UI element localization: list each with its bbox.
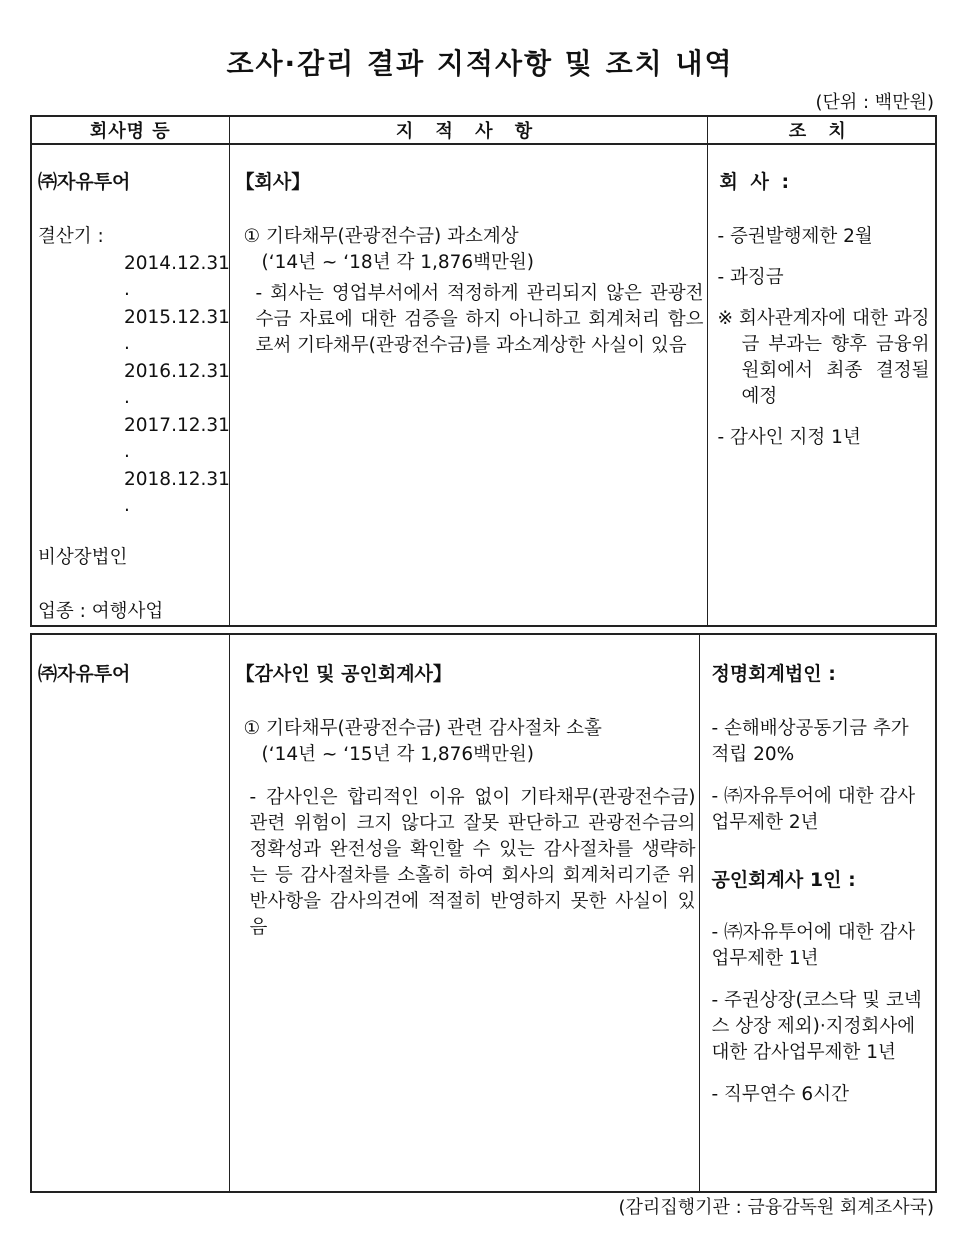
finding-item-period: (‘14년 ~ ‘18년 각 1,876백만원) [261, 252, 534, 273]
actions-cell [707, 144, 936, 626]
unit-note: (단위 : 백만원) [815, 92, 934, 113]
fiscal-year-item: 2014.12.31 . [124, 253, 230, 300]
action-item: - 손해배상공동기금 추가적립 20% [711, 718, 909, 765]
table-row [31, 144, 936, 626]
company-info-cell [31, 144, 229, 626]
action-item: - 증권발행제한 2월 [717, 226, 873, 247]
action-item: - 직무연수 6시간 [711, 1084, 849, 1105]
fiscal-year-list [124, 251, 230, 521]
fiscal-year-label: 결산기 : [38, 226, 104, 247]
cpa-heading: 공인회계사 1인 : [711, 869, 856, 891]
findings-cell [229, 144, 707, 626]
listing-status: 비상장법인 [38, 547, 128, 568]
findings-table-auditor [30, 633, 937, 1193]
fiscal-year-item: 2017.12.31 . [124, 415, 230, 462]
finding-heading: 【감사인 및 공인회계사】 [235, 663, 452, 685]
company-info-cell [31, 634, 229, 1192]
finding-item-period: (‘14년 ~ ‘15년 각 1,876백만원) [261, 744, 534, 765]
industry: 업종 : 여행사업 [38, 601, 164, 622]
findings-cell [229, 634, 699, 1192]
company-name: ㈜자유투어 [38, 171, 131, 193]
table-header-row [31, 116, 936, 144]
company-name: ㈜자유투어 [38, 663, 131, 685]
firm-heading: 정명회계법인 : [711, 663, 836, 685]
header-findings: 지 적 사 항 [229, 116, 707, 144]
fiscal-year-item: 2015.12.31 . [124, 307, 230, 354]
finding-heading: 【회사】 [235, 171, 311, 193]
findings-table-company [30, 115, 937, 627]
action-item: - ㈜자유투어에 대한 감사업무제한 2년 [711, 786, 916, 833]
document-title: 조사·감리 결과 지적사항 및 조치 내역 [226, 47, 734, 80]
header-actions: 조 치 [707, 116, 936, 144]
action-item: - ㈜자유투어에 대한 감사업무제한 1년 [711, 922, 916, 969]
action-item: - 감사인 지정 1년 [717, 427, 861, 448]
action-heading: 회 사 : [719, 171, 793, 193]
action-item: - 과징금 [717, 267, 784, 288]
footer-note: (감리집행기관 : 금융감독원 회계조사국) [618, 1197, 934, 1218]
fiscal-year-item: 2016.12.31 . [124, 361, 230, 408]
action-item: - 주권상장(코스닥 및 코넥스 상장 제외)·지정회사에 대한 감사업무제한 1년 [711, 990, 922, 1063]
table-row [31, 634, 936, 1192]
action-note: ※ 회사관계자에 대한 과징금 부과는 향후 금융위원회에서 최종 결정될 예정 [717, 308, 930, 407]
finding-item-title: ① 기타채무(관광전수금) 관련 감사절차 소홀 [243, 718, 602, 739]
header-company: 회사명 등 [31, 116, 229, 144]
cpa-action-list [712, 920, 926, 1124]
actions-cell [699, 634, 936, 1192]
finding-description: - 회사는 영업부서에서 적정하게 관리되지 않은 관광전수금 자료에 대한 검증을 하지 아니하고 회계처리 함으로써 기타채무(관광전수금)를 과소계상한 사실이 있음 [255, 283, 704, 356]
finding-item [244, 716, 694, 768]
firm-action-list [712, 716, 926, 852]
action-list [718, 224, 930, 466]
finding-item-title: ① 기타채무(관광전수금) 과소계상 [243, 226, 519, 247]
fiscal-year-item: 2018.12.31 . [124, 469, 230, 516]
finding-description: - 감사인은 합리적인 이유 없이 기타채무(관광전수금) 관련 위험이 크지 않다고 잘못 판단하고 관광전수금의 정확성과 완전성을 확인할 수 있는 감사절차를 생략하는 등 감사절차를 소홀히 하여 회사의 회계처리기준 위반사항을 감사의견에 적절히 반영하지 못한 사실이 있음 [249, 787, 696, 938]
finding-item [244, 224, 704, 276]
